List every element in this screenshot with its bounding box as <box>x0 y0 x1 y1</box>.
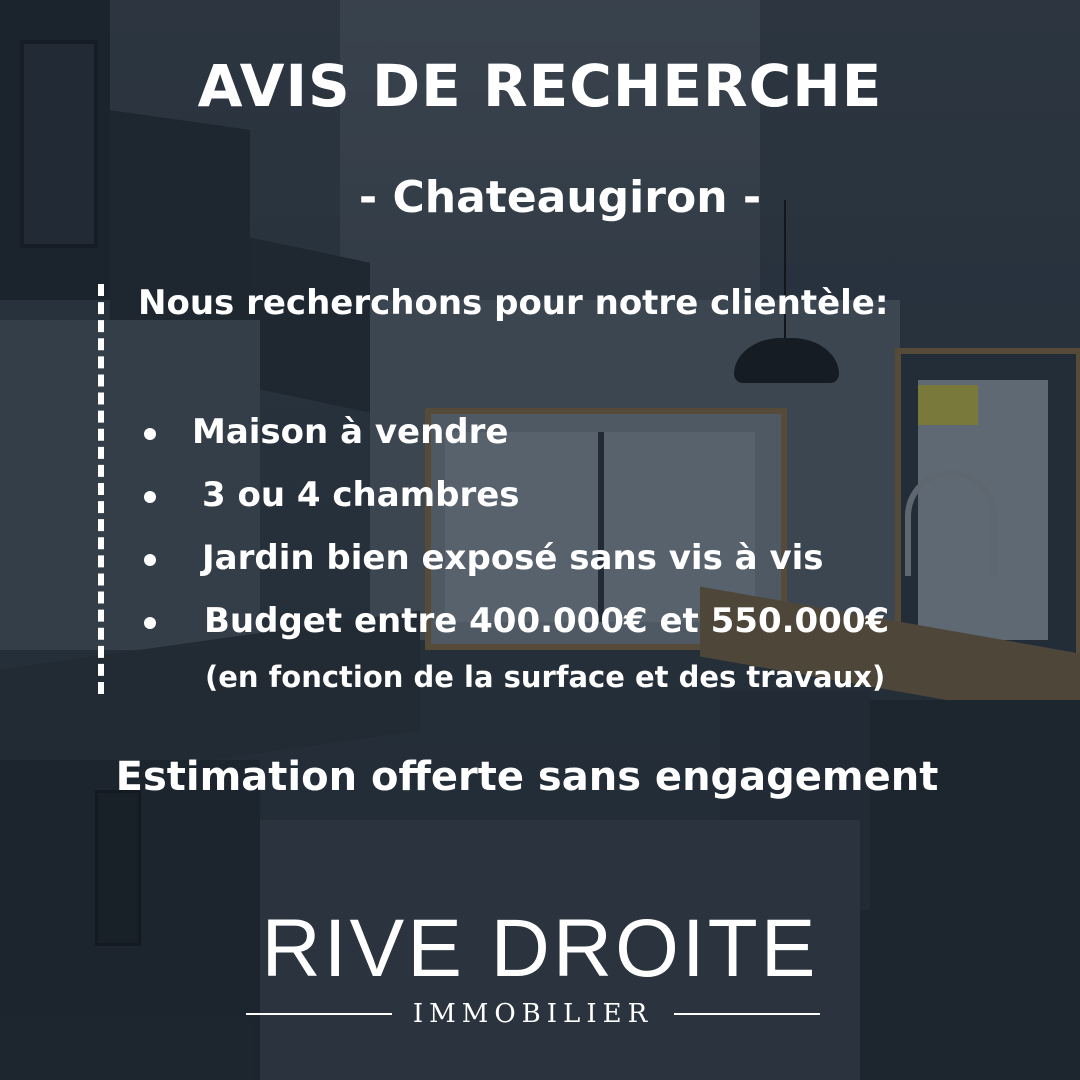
poster-title: AVIS DE RECHERCHE <box>197 52 883 120</box>
brand-tagline: IMMOBILIER <box>412 999 654 1029</box>
criteria-list <box>140 406 889 658</box>
bullet-icon <box>144 617 156 629</box>
call-to-action-text: Estimation offerte sans engagement <box>115 754 939 800</box>
divider-left <box>246 1013 392 1015</box>
bullet-icon <box>144 491 156 503</box>
bullet-icon <box>144 554 156 566</box>
bullet-icon <box>144 428 156 440</box>
divider-right <box>674 1013 820 1015</box>
criteria-text: Budget entre 400.000€ et 550.000€ <box>204 601 890 641</box>
criteria-text: Maison à vendre <box>192 412 509 452</box>
dashed-divider <box>98 284 104 694</box>
list-item <box>140 406 889 469</box>
criteria-text: 3 ou 4 chambres <box>202 475 520 515</box>
criteria-text: Jardin bien exposé sans vis à vis <box>202 538 824 578</box>
brand-logo-name: RIVE DROITE <box>261 903 819 994</box>
list-item <box>140 469 889 532</box>
intro-text: Nous recherchons pour notre clientèle: <box>138 283 889 323</box>
list-item <box>140 595 889 658</box>
budget-note: (en fonction de la surface et des travaux) <box>205 660 886 694</box>
list-item <box>140 532 889 595</box>
location-subtitle: - Chateaugiron - <box>358 172 762 223</box>
brand-tagline-row <box>246 994 820 1034</box>
